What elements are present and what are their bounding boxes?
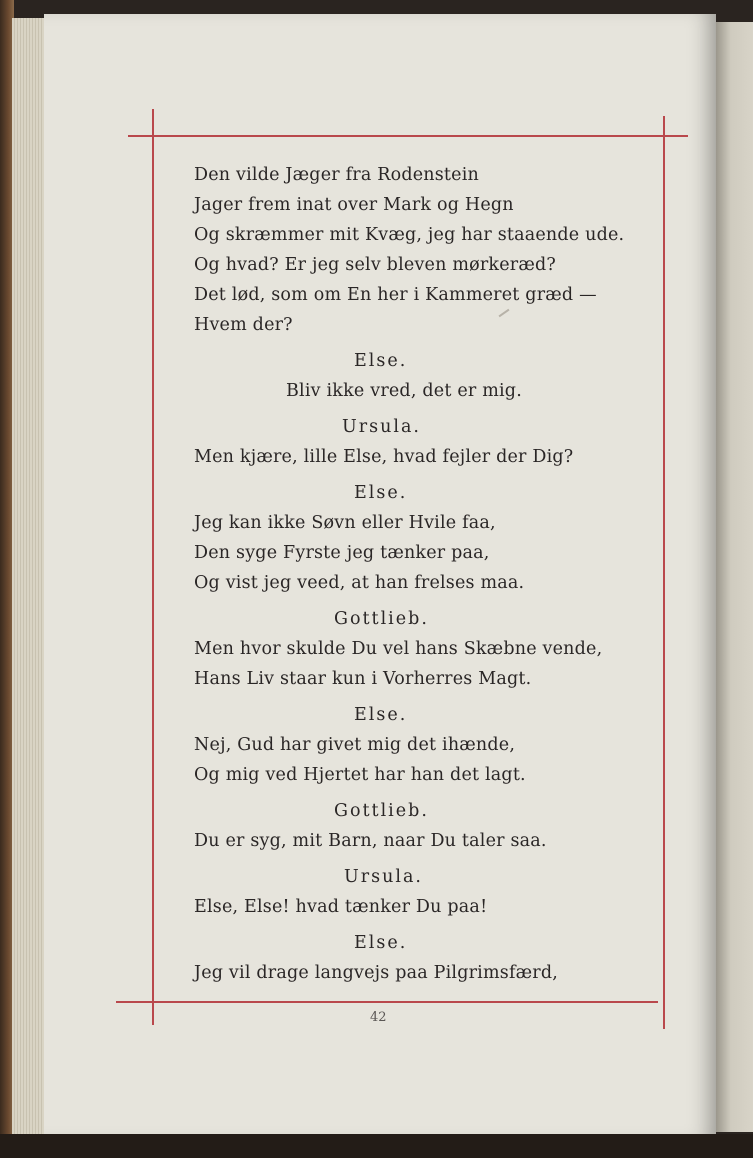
- speaker-name: Ursula.: [344, 867, 423, 887]
- verse-line: Hvem der?: [194, 315, 293, 335]
- speaker-name: Ursula.: [342, 417, 421, 437]
- verse-line: Hans Liv staar kun i Vorherres Magt.: [194, 669, 532, 689]
- bottom-shadow: [0, 1134, 753, 1158]
- page-stack-edge: [12, 18, 46, 1136]
- frame-rule-left: [152, 109, 154, 1025]
- verse-line: Jeg vil drage langvejs paa Pilgrimsfærd,: [194, 963, 559, 983]
- verse-line: Og skræmmer mit Kvæg, jeg har staaende ude.: [194, 225, 625, 245]
- speaker-name: Else.: [354, 483, 408, 503]
- verse-line: Men kjære, lille Else, hvad fejler der Dig?: [194, 447, 574, 467]
- speaker-name: Gottlieb.: [334, 801, 429, 821]
- verse-line: Det lød, som om En her i Kammeret græd —: [194, 285, 597, 305]
- verse-line: Jager frem inat over Mark og Hegn: [194, 195, 514, 215]
- frame-rule-right: [663, 116, 665, 1029]
- poem-text: [194, 160, 654, 988]
- verse-line: Du er syg, mit Barn, naar Du taler saa.: [194, 831, 547, 851]
- verse-line: Men hvor skulde Du vel hans Skæbne vende,: [194, 639, 603, 659]
- verse-line: Den vilde Jæger fra Rodenstein: [194, 165, 479, 185]
- verse-line: Og hvad? Er jeg selv bleven mørkeræd?: [194, 255, 556, 275]
- speaker-name: Else.: [354, 933, 408, 953]
- speaker-name: Else.: [354, 351, 408, 371]
- page-number: 42: [370, 1010, 387, 1025]
- speaker-name: Else.: [354, 705, 408, 725]
- speaker-name: Gottlieb.: [334, 609, 429, 629]
- verse-line: Den syge Fyrste jeg tænker paa,: [194, 543, 490, 563]
- verse-line: Og mig ved Hjertet har han det lagt.: [194, 765, 526, 785]
- verse-line: Else, Else! hvad tænker Du paa!: [194, 897, 488, 917]
- verse-line: Nej, Gud har givet mig det ihænde,: [194, 735, 516, 755]
- next-page-edge: [716, 22, 753, 1132]
- frame-rule-bottom: [116, 1001, 658, 1003]
- verse-line: Jeg kan ikke Søvn eller Hvile faa,: [194, 513, 496, 533]
- verse-line: Og vist jeg veed, at han frelses maa.: [194, 573, 525, 593]
- verse-line: Bliv ikke vred, det er mig.: [286, 381, 522, 401]
- frame-rule-top: [128, 135, 688, 137]
